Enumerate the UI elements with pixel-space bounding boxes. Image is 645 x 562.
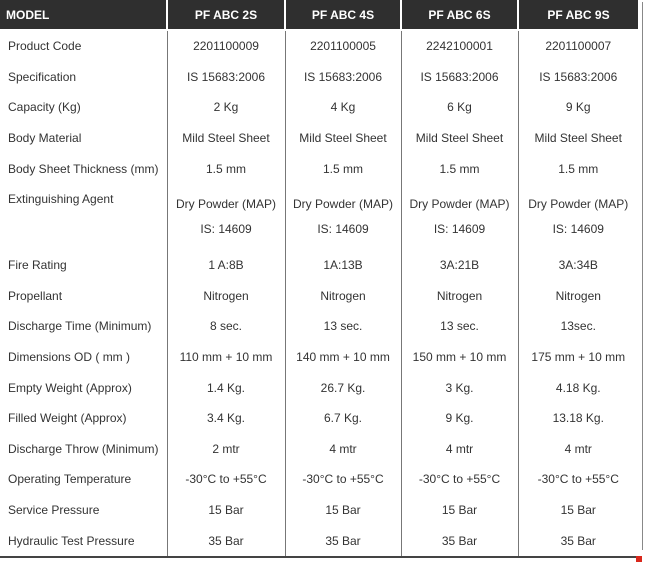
table-cell-line: IS: 14609 (552, 221, 604, 236)
table-cell: 4 mtr (401, 434, 518, 465)
table-cell (285, 184, 401, 250)
table-row (0, 184, 638, 250)
header-pf-abc-4s: PF ABC 4S (285, 0, 401, 30)
table-cell (167, 184, 285, 250)
table-cell: -30°C to +55°C (285, 464, 401, 495)
table-cell: 26.7 Kg. (285, 372, 401, 403)
table-cell: 4.18 Kg. (555, 380, 601, 395)
table-cell: IS 15683:2006 (539, 69, 618, 84)
table-row (0, 30, 638, 62)
row-label: Operating Temperature (0, 464, 167, 495)
table-cell: 13 sec. (401, 311, 518, 342)
table-cell: -30°C to +55°C (401, 464, 518, 495)
row-label: Extinguishing Agent (0, 184, 167, 250)
table-row (0, 434, 638, 465)
table-cell-line: IS: 14609 (317, 221, 369, 236)
table-cell: Nitrogen (555, 288, 601, 303)
row-label: Discharge Time (Minimum) (0, 311, 167, 342)
table-cell: 2201100009 (167, 30, 285, 62)
row-label: Specification (0, 62, 167, 93)
table-cell: 35 Bar (401, 525, 518, 557)
row-label: Body Material (0, 123, 167, 154)
table-cell: 1.5 mm (401, 153, 518, 184)
table-cell: -30°C to +55°C (167, 464, 285, 495)
table-cell (401, 184, 518, 250)
table-cell: 35 Bar (518, 525, 638, 557)
table-row (0, 311, 638, 342)
table-cell-line: IS: 14609 (200, 221, 252, 236)
header-pf-abc-6s: PF ABC 6S (401, 0, 518, 30)
header-pf-abc-9s: PF ABC 9S (518, 0, 638, 30)
table-cell: Mild Steel Sheet (401, 123, 518, 154)
table-cell: 9 Kg (565, 100, 591, 115)
table-cell: 2242100001 (401, 30, 518, 62)
row-label: Capacity (Kg) (0, 92, 167, 123)
row-label: Hydraulic Test Pressure (0, 525, 167, 557)
table-row (0, 153, 638, 184)
header-pf-abc-2s: PF ABC 2S (167, 0, 285, 30)
table-cell: 2 mtr (167, 434, 285, 465)
table-row (0, 123, 638, 154)
row-label: Empty Weight (Approx) (0, 372, 167, 403)
table-cell: 2201100007 (545, 39, 612, 54)
table-cell: 9 Kg. (401, 403, 518, 434)
table-cell: 2201100005 (285, 30, 401, 62)
table-cell: IS 15683:2006 (401, 62, 518, 93)
table-cell: 35 Bar (167, 525, 285, 557)
table-cell: 1 A:8B (167, 250, 285, 281)
table-cell-line: Dry Powder (MAP) (409, 196, 510, 211)
row-label: Filled Weight (Approx) (0, 403, 167, 434)
table-row (0, 525, 638, 557)
table-row (0, 62, 638, 93)
table-row (0, 92, 638, 123)
table-cell: Mild Steel Sheet (167, 123, 285, 154)
table-cell: 6.7 Kg. (285, 403, 401, 434)
table-cell: 3 Kg. (401, 372, 518, 403)
table-row (0, 464, 638, 495)
table-cell: 6 Kg (401, 92, 518, 123)
table-cell: 15 Bar (167, 495, 285, 526)
row-label: Propellant (0, 281, 167, 312)
row-label: Product Code (0, 30, 167, 62)
table-cell: 13sec. (560, 319, 596, 334)
row-label: Fire Rating (0, 250, 167, 281)
table-cell: Mild Steel Sheet (534, 131, 622, 146)
row-label: Discharge Throw (Minimum) (0, 434, 167, 465)
table-cell-line: Dry Powder (MAP) (528, 196, 629, 211)
table-cell-line: Dry Powder (MAP) (292, 196, 393, 211)
table-cell: 1.5 mm (167, 153, 285, 184)
row-label: Dimensions OD ( mm ) (0, 342, 167, 373)
table-cell: 15 Bar (285, 495, 401, 526)
table-header (0, 0, 638, 30)
table-cell: 13 sec. (285, 311, 401, 342)
table-cell: 3A:21B (401, 250, 518, 281)
table-cell: 4 mtr (564, 441, 592, 456)
table-row (0, 495, 638, 526)
table-cell: 15 Bar (560, 503, 596, 518)
table-cell (518, 184, 638, 250)
table-cell: 4 Kg (285, 92, 401, 123)
table-cell: 1.4 Kg. (167, 372, 285, 403)
table-cell: 1.5 mm (285, 153, 401, 184)
table-row (0, 372, 638, 403)
table-row (0, 250, 638, 281)
table-cell: 3.4 Kg. (167, 403, 285, 434)
table-row (0, 403, 638, 434)
table-cell: 140 mm + 10 mm (285, 342, 401, 373)
table-cell: 110 mm + 10 mm (167, 342, 285, 373)
table-cell: IS 15683:2006 (285, 62, 401, 93)
header-row (0, 0, 638, 30)
row-label: Body Sheet Thickness (mm) (0, 153, 167, 184)
table-cell-line: Dry Powder (MAP) (175, 196, 276, 211)
table-cell: 15 Bar (401, 495, 518, 526)
table-cell: 1A:13B (285, 250, 401, 281)
row-label: Service Pressure (0, 495, 167, 526)
right-border-rule (642, 2, 643, 550)
table-cell: 35 Bar (285, 525, 401, 557)
table-cell: 150 mm + 10 mm (401, 342, 518, 373)
table-cell: Nitrogen (401, 281, 518, 312)
header-model: MODEL (0, 0, 167, 30)
table-cell: Mild Steel Sheet (285, 123, 401, 154)
table-cell-line: IS: 14609 (433, 221, 486, 236)
table-cell: Nitrogen (285, 281, 401, 312)
table-cell: 13.18 Kg. (552, 411, 604, 426)
table-cell: 175 mm + 10 mm (531, 350, 626, 365)
table-body (0, 30, 638, 557)
table-cell: 1.5 mm (558, 161, 599, 176)
table-cell: 8 sec. (167, 311, 285, 342)
table-row (0, 342, 638, 373)
corner-accent-mark (636, 556, 642, 562)
table-cell: IS 15683:2006 (167, 62, 285, 93)
table-row (0, 281, 638, 312)
table-cell: 3A:34B (558, 258, 598, 273)
table-cell: -30°C to +55°C (537, 472, 619, 487)
table-cell: Nitrogen (167, 281, 285, 312)
table-cell: 2 Kg (167, 92, 285, 123)
table-cell: 4 mtr (285, 434, 401, 465)
